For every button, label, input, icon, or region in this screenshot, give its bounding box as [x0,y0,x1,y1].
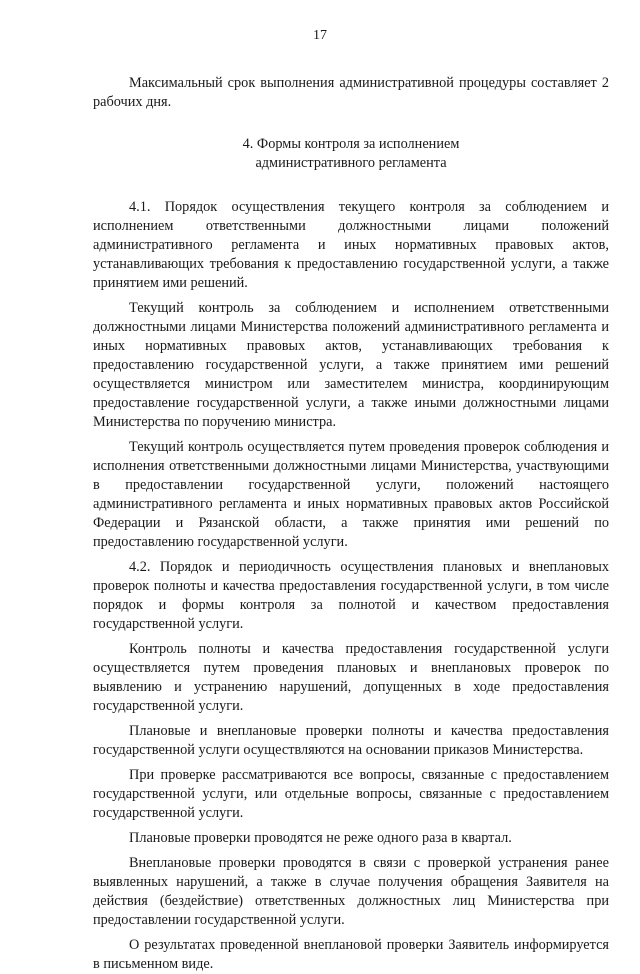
paragraph-unplanned-inspections: Внеплановые проверки проводятся в связи с проверкой устранения ранее выявленных нарушений, а также в случае получения обращения Заявителя на действия (бездействие) ответственных должностных лиц Министерства при предоставлении государственной услуги. [93,855,609,928]
paragraph-planned-inspections: Плановые проверки проводятся не реже одного раза в квартал. [129,830,512,846]
paragraph-current-control: Текущий контроль за соблюдением и исполнением ответственными должностными лицами Министерства положений административного регламента и иных нормативных правовых актов, устанавливающих требования к предоставлению государственной услуги, а также принятием ими решений осуществляется министром или заместителем министра, координирующим предоставление государственной услуги, а также иными должностными лицами Министерства по поручению министра. [93,300,609,430]
paragraph-inspection-scope: При проверке рассматриваются все вопросы, связанные с предоставлением государственной услуги, или отдельные вопросы, связанные с предоставлением государственной услуги. [93,767,609,821]
paragraph-inspection-results: О результатах проведенной внеплановой проверки Заявитель информируется в письменном виде. [93,937,609,972]
paragraph-4-1: 4.1. Порядок осуществления текущего контроля за соблюдением и исполнением ответственными должностными лицами положений административного регламента и иных нормативных правовых актов, устанавливающих требования к предоставлению государственной услуги, а также принятием ими решений. [93,199,609,291]
paragraph-control-method: Текущий контроль осуществляется путем проведения проверок соблюдения и исполнения ответственными должностными лицами Министерства, участвующими в предоставлении государственной услуги, положений настоящего административного регламента и иных нормативных правовых актов Российской Федерации и Рязанской области, а также принятия ими решений по предоставлению государственной услуги. [93,439,609,550]
paragraph-4-2: 4.2. Порядок и периодичность осуществления плановых и внеплановых проверок полноты и качества предоставления государственной услуги, в том числе порядок и формы контроля за полнотой и качеством предоставления государственной услуги. [93,559,609,632]
paragraph-inspection-basis: Плановые и внеплановые проверки полноты и качества предоставления государственной услуги осуществляются на основании приказов Министерства. [93,723,609,758]
page-number: 17 [313,28,327,43]
document-body [93,74,609,974]
intro-paragraph: Максимальный срок выполнения административной процедуры составляет 2 рабочих дня. [93,75,609,110]
paragraph-quality-control: Контроль полноты и качества предоставления государственной услуги осуществляется путем проведения плановых и внеплановых проверок по выявлению и устранению нарушений, допущенных в ходе предоставления государственной услуги. [93,641,609,714]
section-heading-line-1: 4. Формы контроля за исполнением [242,136,460,152]
section-heading [93,135,609,173]
section-heading-line-2: административного регламента [255,155,447,171]
